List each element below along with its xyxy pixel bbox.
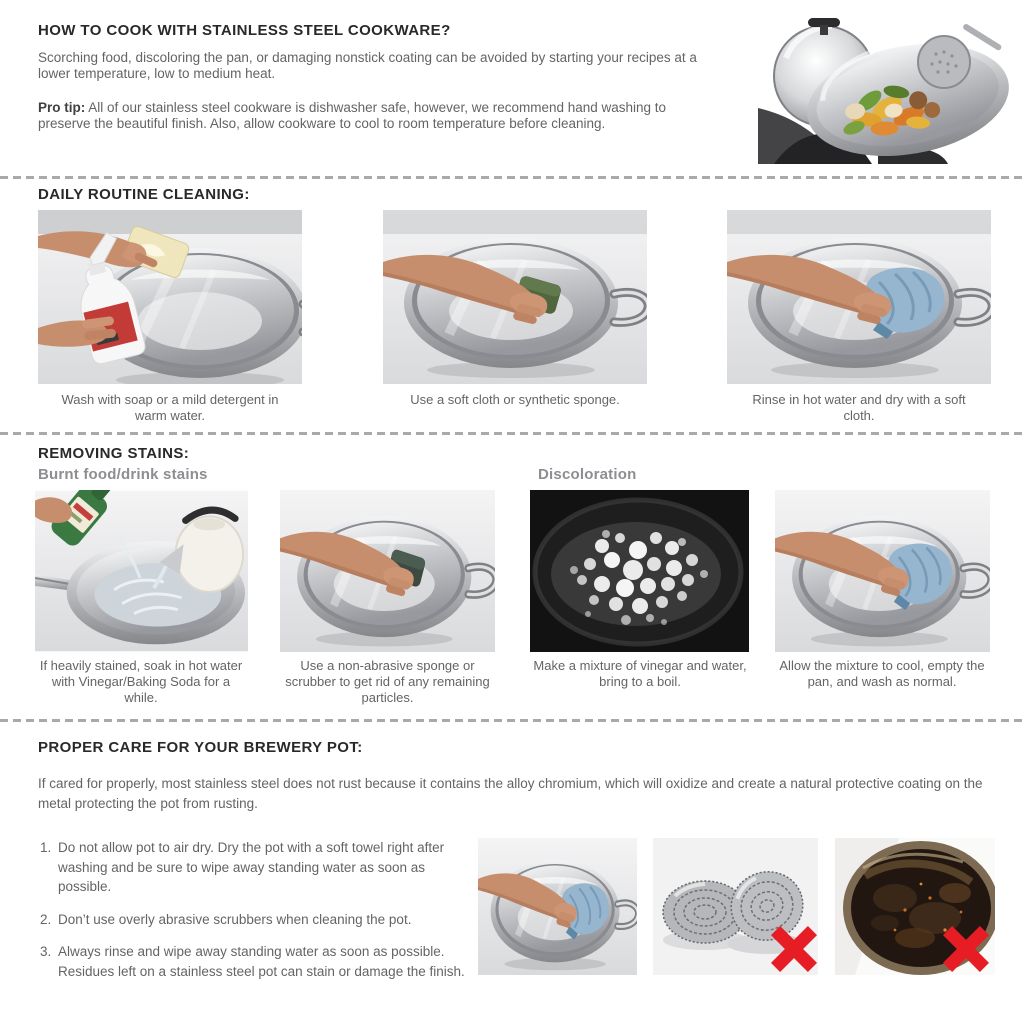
photo-wash-after-cooling: [775, 490, 990, 652]
photo-burnt-residue-pan: [835, 838, 995, 975]
stains-section-title: REMOVING STAINS:: [38, 445, 190, 462]
towel-dry-illustration: [478, 838, 637, 975]
cloth-dry-illustration: [727, 210, 991, 384]
wash-after-cooling-illustration: [775, 490, 990, 652]
photo-wok-stir-fry: [758, 12, 1010, 164]
photo-boiling-mixture: [530, 490, 749, 652]
stains-step-caption: Allow the mixture to cool, empty the pan, and wash as normal.: [779, 658, 985, 689]
photo-vinegar-soak: [35, 490, 248, 652]
list-item-number: 1.: [40, 840, 52, 855]
photo-steel-wool-scrubbers: [653, 838, 818, 975]
pro-tip-text: All of our stainless steel cookware is dishwasher safe, however, we recommend hand washing to preserve the beautiful finish. Also, allow cookware to cool to room temperature before cleaning.: [38, 100, 667, 131]
care-list-item: [40, 942, 478, 981]
spray-detergent-illustration: [38, 210, 302, 384]
care-list-item: [40, 910, 478, 930]
prohibited-x-icon: [943, 925, 989, 973]
prohibited-x-icon: [771, 925, 817, 973]
care-instructions-list: [40, 838, 478, 994]
pro-tip-label: Pro tip:: [38, 100, 86, 115]
wok-stir-fry-illustration: [758, 12, 1010, 164]
list-item-number: 2.: [40, 911, 52, 927]
boiling-mixture-illustration: [530, 490, 749, 652]
burnt-stains-subheading: Burnt food/drink stains: [38, 466, 208, 483]
care-section-title: PROPER CARE FOR YOUR BREWERY POT:: [38, 739, 363, 756]
sponge-wipe-illustration: [383, 210, 647, 384]
daily-step-caption: Use a soft cloth or synthetic sponge.: [410, 392, 620, 407]
discoloration-subheading: Discoloration: [538, 466, 637, 483]
photo-nonabrasive-scrub: [280, 490, 495, 652]
daily-section-title: DAILY ROUTINE CLEANING:: [38, 186, 250, 203]
daily-step-caption: Rinse in hot water and dry with a soft cloth.: [752, 392, 966, 423]
care-paragraph: If cared for properly, most stainless steel does not rust because it contains the alloy chromium, which will oxidize and create a natural protective coating on the metal protecting the pot from rusting.: [38, 776, 983, 811]
list-item-text: Always rinse and wipe away standing water as soon as possible. Residues left on a stainless steel pot can stain or damage the finish.: [58, 944, 465, 979]
photo-spray-detergent-sponge: [38, 210, 302, 384]
vinegar-soak-illustration: [35, 490, 248, 652]
cooking-section-title: HOW TO COOK WITH STAINLESS STEEL COOKWARE?: [38, 22, 451, 39]
stains-step-caption: Use a non-abrasive sponge or scrubber to get rid of any remaining particles.: [285, 658, 490, 705]
nonabrasive-scrub-illustration: [280, 490, 495, 652]
cooking-paragraph: Scorching food, discoloring the pan, or damaging nonstick coating can be avoided by starting your recipes at a lower temperature, low to medium heat.: [38, 50, 697, 81]
care-list-item: [40, 838, 478, 897]
photo-towel-dry-pot: [478, 838, 637, 975]
stains-step-caption: If heavily stained, soak in hot water with Vinegar/Baking Soda for a while.: [39, 658, 243, 705]
list-item-text: Don’t use overly abrasive scrubbers when cleaning the pot.: [58, 911, 412, 927]
daily-step-caption: Wash with soap or a mild detergent in warm water.: [61, 392, 279, 423]
photo-cloth-dry: [727, 210, 991, 384]
stains-step-caption: Make a mixture of vinegar and water, bring to a boil.: [533, 658, 747, 689]
dashed-divider: [0, 719, 1024, 722]
pro-tip-paragraph: [38, 100, 710, 132]
dashed-divider: [0, 176, 1024, 179]
photo-sponge-wipe: [383, 210, 647, 384]
list-item-text: Do not allow pot to air dry. Dry the pot with a soft towel right after washing and be sure to wipe away standing water as soon as possible.: [58, 840, 445, 894]
dashed-divider: [0, 432, 1024, 435]
list-item-number: 3.: [40, 944, 52, 959]
